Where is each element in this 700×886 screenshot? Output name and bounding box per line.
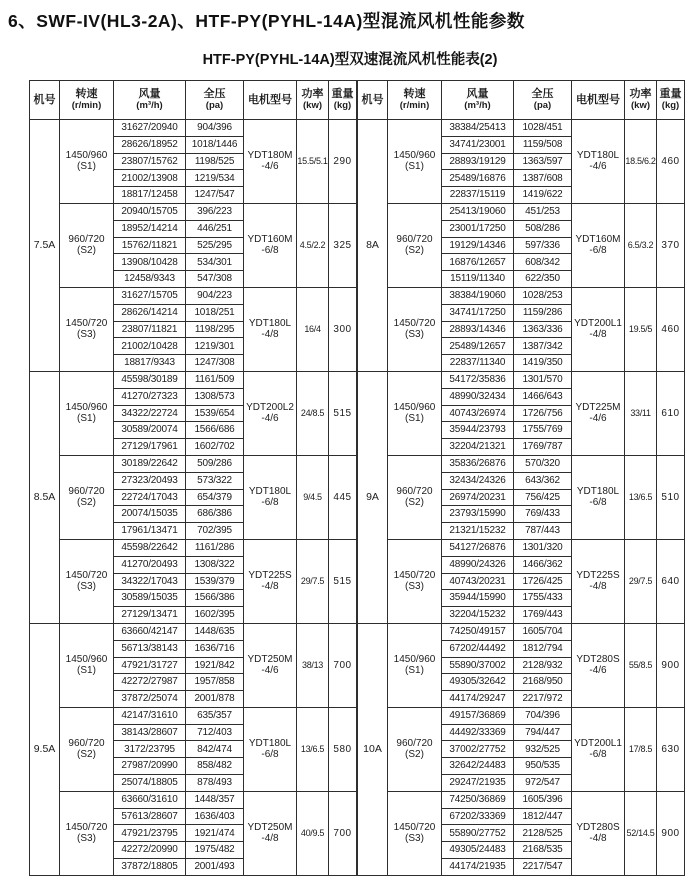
airflow-cell: 27323/20493 — [114, 472, 186, 489]
speed-cell: 1450/960 (S1) — [388, 120, 442, 204]
airflow-cell: 23001/17250 — [442, 220, 514, 237]
column-header-speed: 转速 (r/min) — [388, 81, 442, 120]
motor-model-cell: YDT225S -4/8 — [572, 539, 625, 623]
airflow-cell: 25074/18805 — [114, 775, 186, 792]
motor-model-cell: YDT280S -4/6 — [572, 623, 625, 707]
motor-model-cell: YDT180L -6/8 — [244, 455, 297, 539]
airflow-cell: 17961/13471 — [114, 523, 186, 540]
pressure-cell: 570/320 — [514, 455, 572, 472]
power-cell: 55/8.5 — [625, 623, 657, 707]
power-cell: 52/14.5 — [625, 791, 657, 875]
speed-cell: 960/720 (S2) — [60, 455, 114, 539]
speed-cell: 1450/960 (S1) — [60, 120, 114, 204]
motor-model-cell: YDT180L -6/8 — [572, 455, 625, 539]
data-row — [358, 623, 685, 640]
pressure-cell: 1308/322 — [186, 556, 244, 573]
column-header-motor: 电机型号 — [572, 81, 625, 120]
airflow-cell: 27129/17961 — [114, 439, 186, 456]
pressure-cell: 1769/787 — [514, 439, 572, 456]
speed-cell: 1450/720 (S3) — [60, 287, 114, 371]
power-cell: 38/13 — [297, 623, 329, 707]
airflow-cell: 16876/12657 — [442, 254, 514, 271]
data-row — [358, 539, 685, 556]
weight-cell: 580 — [329, 707, 357, 791]
airflow-cell: 48990/24326 — [442, 556, 514, 573]
airflow-cell: 55890/37002 — [442, 657, 514, 674]
pressure-cell: 1466/362 — [514, 556, 572, 573]
power-cell: 29/7.5 — [297, 539, 329, 623]
pressure-cell: 712/403 — [186, 724, 244, 741]
airflow-cell: 45598/30189 — [114, 371, 186, 388]
pressure-cell: 1161/286 — [186, 539, 244, 556]
data-row — [358, 707, 685, 724]
power-cell: 18.5/6.2 — [625, 120, 657, 204]
airflow-cell: 32204/21321 — [442, 439, 514, 456]
airflow-cell: 54172/35836 — [442, 371, 514, 388]
pressure-cell: 972/547 — [514, 775, 572, 792]
airflow-cell: 55890/27752 — [442, 825, 514, 842]
airflow-cell: 23793/15990 — [442, 506, 514, 523]
airflow-cell: 67202/33369 — [442, 808, 514, 825]
airflow-cell: 38384/19060 — [442, 287, 514, 304]
pressure-cell: 525/295 — [186, 237, 244, 254]
weight-cell: 515 — [329, 371, 357, 455]
pressure-cell: 1957/858 — [186, 674, 244, 691]
fan-size-cell: 8.5A — [30, 371, 60, 623]
motor-model-cell: YDT225S -4/8 — [244, 539, 297, 623]
pressure-cell: 509/286 — [186, 455, 244, 472]
pressure-cell: 608/342 — [514, 254, 572, 271]
column-header-power: 功率 (kw) — [625, 81, 657, 120]
pressure-cell: 508/286 — [514, 220, 572, 237]
column-header-pressure: 全压 (pa) — [186, 81, 244, 120]
airflow-cell: 30189/22642 — [114, 455, 186, 472]
fan-size-cell: 8A — [358, 120, 388, 372]
weight-cell: 290 — [329, 120, 357, 204]
weight-cell: 510 — [657, 455, 685, 539]
speed-cell: 1450/720 (S3) — [388, 539, 442, 623]
speed-cell: 1450/960 (S1) — [60, 623, 114, 707]
data-row — [358, 203, 685, 220]
airflow-cell: 48990/32434 — [442, 388, 514, 405]
airflow-cell: 30589/15035 — [114, 590, 186, 607]
data-row — [30, 791, 357, 808]
weight-cell: 700 — [329, 791, 357, 875]
pressure-cell: 635/357 — [186, 707, 244, 724]
airflow-cell: 37872/25074 — [114, 691, 186, 708]
airflow-cell: 63660/31610 — [114, 791, 186, 808]
pressure-cell: 622/350 — [514, 271, 572, 288]
airflow-cell: 30589/20074 — [114, 422, 186, 439]
pressure-cell: 1755/433 — [514, 590, 572, 607]
motor-model-cell: YDT160M -6/8 — [572, 203, 625, 287]
power-cell: 33/11 — [625, 371, 657, 455]
pressure-cell: 1301/570 — [514, 371, 572, 388]
pressure-cell: 1605/396 — [514, 791, 572, 808]
pressure-cell: 878/493 — [186, 775, 244, 792]
pressure-cell: 597/336 — [514, 237, 572, 254]
airflow-cell: 40743/20231 — [442, 573, 514, 590]
pressure-cell: 1247/308 — [186, 355, 244, 372]
pressure-cell: 858/482 — [186, 758, 244, 775]
motor-model-cell: YDT250M -4/8 — [244, 791, 297, 875]
airflow-cell: 27129/13471 — [114, 607, 186, 624]
pressure-cell: 756/425 — [514, 489, 572, 506]
pressure-cell: 904/223 — [186, 287, 244, 304]
airflow-cell: 57613/28607 — [114, 808, 186, 825]
data-row — [358, 791, 685, 808]
data-row — [30, 455, 357, 472]
pressure-cell: 1636/403 — [186, 808, 244, 825]
pressure-cell: 1028/253 — [514, 287, 572, 304]
pressure-cell: 1726/756 — [514, 405, 572, 422]
speed-cell: 1450/960 (S1) — [388, 371, 442, 455]
data-row — [358, 455, 685, 472]
column-header-power: 功率 (kw) — [297, 81, 329, 120]
pressure-cell: 573/322 — [186, 472, 244, 489]
motor-model-cell: YDT225M -4/6 — [572, 371, 625, 455]
column-header-motor: 电机型号 — [244, 81, 297, 120]
page-title: 6、SWF-IV(HL3-2A)、HTF-PY(PYHL-14A)型混流风机性能参数 — [8, 11, 525, 31]
airflow-cell: 34322/22724 — [114, 405, 186, 422]
airflow-cell: 49305/24483 — [442, 842, 514, 859]
airflow-cell: 28626/14214 — [114, 304, 186, 321]
pressure-cell: 1018/251 — [186, 304, 244, 321]
motor-model-cell: YDT180L -4/8 — [244, 287, 297, 371]
pressure-cell: 451/253 — [514, 203, 572, 220]
pressure-cell: 534/301 — [186, 254, 244, 271]
pressure-cell: 1726/425 — [514, 573, 572, 590]
airflow-cell: 63660/42147 — [114, 623, 186, 640]
pressure-cell: 1159/508 — [514, 136, 572, 153]
column-header-model: 机号 — [358, 81, 388, 120]
airflow-cell: 18817/12458 — [114, 187, 186, 204]
pressure-cell: 2128/525 — [514, 825, 572, 842]
speed-cell: 1450/960 (S1) — [388, 623, 442, 707]
airflow-cell: 25489/16876 — [442, 170, 514, 187]
pressure-cell: 1363/336 — [514, 321, 572, 338]
pressure-cell: 1975/482 — [186, 842, 244, 859]
pressure-cell: 446/251 — [186, 220, 244, 237]
pressure-cell: 1636/716 — [186, 640, 244, 657]
airflow-cell: 26974/20231 — [442, 489, 514, 506]
pressure-cell: 769/433 — [514, 506, 572, 523]
airflow-cell: 42272/27987 — [114, 674, 186, 691]
speed-cell: 1450/720 (S3) — [60, 539, 114, 623]
motor-model-cell: YDT180M -4/6 — [244, 120, 297, 204]
power-cell: 4.5/2.2 — [297, 203, 329, 287]
airflow-cell: 37872/18805 — [114, 859, 186, 876]
airflow-cell: 20074/15035 — [114, 506, 186, 523]
airflow-cell: 20940/15705 — [114, 203, 186, 220]
pressure-cell: 1812/447 — [514, 808, 572, 825]
tables-container — [29, 80, 700, 876]
fan-size-cell: 7.5A — [30, 120, 60, 372]
airflow-cell: 35836/26876 — [442, 455, 514, 472]
airflow-cell: 47921/31727 — [114, 657, 186, 674]
airflow-cell: 32434/24326 — [442, 472, 514, 489]
airflow-cell: 45598/22642 — [114, 539, 186, 556]
pressure-cell: 1028/451 — [514, 120, 572, 137]
header-row — [30, 81, 357, 120]
column-header-weight: 重量 (kg) — [657, 81, 685, 120]
power-cell: 15.5/5.1 — [297, 120, 329, 204]
airflow-cell: 18952/14214 — [114, 220, 186, 237]
weight-cell: 610 — [657, 371, 685, 455]
airflow-cell: 34741/17250 — [442, 304, 514, 321]
weight-cell: 900 — [657, 623, 685, 707]
pressure-cell: 1308/573 — [186, 388, 244, 405]
pressure-cell: 1419/350 — [514, 355, 572, 372]
speed-cell: 1450/720 (S3) — [388, 287, 442, 371]
motor-model-cell: YDT180L -4/6 — [572, 120, 625, 204]
airflow-cell: 74250/49157 — [442, 623, 514, 640]
airflow-cell: 28626/18952 — [114, 136, 186, 153]
airflow-cell: 21002/13908 — [114, 170, 186, 187]
airflow-cell: 35944/15990 — [442, 590, 514, 607]
airflow-cell: 41270/27323 — [114, 388, 186, 405]
airflow-cell: 37002/27752 — [442, 741, 514, 758]
data-row — [30, 371, 357, 388]
weight-cell: 370 — [657, 203, 685, 287]
performance-table-right — [357, 80, 685, 876]
pressure-cell: 2168/535 — [514, 842, 572, 859]
speed-cell: 960/720 (S2) — [60, 707, 114, 791]
airflow-cell: 25489/12657 — [442, 338, 514, 355]
column-header-weight: 重量 (kg) — [329, 81, 357, 120]
pressure-cell: 1566/386 — [186, 590, 244, 607]
pressure-cell: 1566/686 — [186, 422, 244, 439]
pressure-cell: 2128/932 — [514, 657, 572, 674]
pressure-cell: 1921/842 — [186, 657, 244, 674]
pressure-cell: 1539/654 — [186, 405, 244, 422]
pressure-cell: 904/396 — [186, 120, 244, 137]
data-row — [358, 287, 685, 304]
pressure-cell: 396/223 — [186, 203, 244, 220]
motor-model-cell: YDT200L1 -4/8 — [572, 287, 625, 371]
weight-cell: 900 — [657, 791, 685, 875]
airflow-cell: 54127/26876 — [442, 539, 514, 556]
pressure-cell: 1466/643 — [514, 388, 572, 405]
pressure-cell: 1605/704 — [514, 623, 572, 640]
performance-table-left — [29, 80, 357, 876]
pressure-cell: 643/362 — [514, 472, 572, 489]
airflow-cell: 15119/11340 — [442, 271, 514, 288]
airflow-cell: 32204/15232 — [442, 607, 514, 624]
pressure-cell: 1363/597 — [514, 153, 572, 170]
airflow-cell: 38384/25413 — [442, 120, 514, 137]
airflow-cell: 15762/11821 — [114, 237, 186, 254]
data-row — [30, 120, 357, 137]
document-page — [0, 8, 700, 886]
pressure-cell: 654/379 — [186, 489, 244, 506]
power-cell: 16/4 — [297, 287, 329, 371]
motor-model-cell: YDT160M -6/8 — [244, 203, 297, 287]
airflow-cell: 34322/17043 — [114, 573, 186, 590]
data-row — [30, 203, 357, 220]
pressure-cell: 1387/608 — [514, 170, 572, 187]
airflow-cell: 22837/11340 — [442, 355, 514, 372]
pressure-cell: 547/308 — [186, 271, 244, 288]
power-cell: 9/4.5 — [297, 455, 329, 539]
power-cell: 40/9.5 — [297, 791, 329, 875]
pressure-cell: 842/474 — [186, 741, 244, 758]
airflow-cell: 22837/15119 — [442, 187, 514, 204]
airflow-cell: 23807/11821 — [114, 321, 186, 338]
pressure-cell: 794/447 — [514, 724, 572, 741]
pressure-cell: 2001/493 — [186, 859, 244, 876]
pressure-cell: 1247/547 — [186, 187, 244, 204]
weight-cell: 445 — [329, 455, 357, 539]
power-cell: 6.5/3.2 — [625, 203, 657, 287]
header-row — [358, 81, 685, 120]
power-cell: 17/8.5 — [625, 707, 657, 791]
speed-cell: 960/720 (S2) — [388, 707, 442, 791]
pressure-cell: 1448/635 — [186, 623, 244, 640]
pressure-cell: 787/443 — [514, 523, 572, 540]
speed-cell: 960/720 (S2) — [388, 203, 442, 287]
power-cell: 29/7.5 — [625, 539, 657, 623]
airflow-cell: 56713/38143 — [114, 640, 186, 657]
pressure-cell: 1159/286 — [514, 304, 572, 321]
airflow-cell: 12458/9343 — [114, 271, 186, 288]
power-cell: 24/8.5 — [297, 371, 329, 455]
data-row — [30, 539, 357, 556]
pressure-cell: 1755/769 — [514, 422, 572, 439]
airflow-cell: 29247/21935 — [442, 775, 514, 792]
column-header-model: 机号 — [30, 81, 60, 120]
airflow-cell: 13908/10428 — [114, 254, 186, 271]
airflow-cell: 42147/31610 — [114, 707, 186, 724]
pressure-cell: 1602/395 — [186, 607, 244, 624]
pressure-cell: 704/396 — [514, 707, 572, 724]
power-cell: 13/6.5 — [297, 707, 329, 791]
airflow-cell: 21321/15232 — [442, 523, 514, 540]
pressure-cell: 702/395 — [186, 523, 244, 540]
airflow-cell: 18817/9343 — [114, 355, 186, 372]
pressure-cell: 686/386 — [186, 506, 244, 523]
motor-model-cell: YDT250M -4/6 — [244, 623, 297, 707]
airflow-cell: 35944/23793 — [442, 422, 514, 439]
airflow-cell: 3172/23795 — [114, 741, 186, 758]
airflow-cell: 49305/32642 — [442, 674, 514, 691]
pressure-cell: 2168/950 — [514, 674, 572, 691]
data-row — [30, 707, 357, 724]
weight-cell: 630 — [657, 707, 685, 791]
motor-model-cell: YDT180L -6/8 — [244, 707, 297, 791]
weight-cell: 515 — [329, 539, 357, 623]
airflow-cell: 28893/19129 — [442, 153, 514, 170]
pressure-cell: 1018/1446 — [186, 136, 244, 153]
weight-cell: 300 — [329, 287, 357, 371]
data-row — [30, 623, 357, 640]
pressure-cell: 1301/320 — [514, 539, 572, 556]
airflow-cell: 44174/29247 — [442, 691, 514, 708]
airflow-cell: 28893/14346 — [442, 321, 514, 338]
airflow-cell: 25413/19060 — [442, 203, 514, 220]
column-header-pressure: 全压 (pa) — [514, 81, 572, 120]
pressure-cell: 1602/702 — [186, 439, 244, 456]
airflow-cell: 34741/23001 — [442, 136, 514, 153]
fan-size-cell: 10A — [358, 623, 388, 875]
fan-size-cell: 9A — [358, 371, 388, 623]
pressure-cell: 1921/474 — [186, 825, 244, 842]
pressure-cell: 1419/622 — [514, 187, 572, 204]
weight-cell: 700 — [329, 623, 357, 707]
fan-size-cell: 9.5A — [30, 623, 60, 875]
column-header-airflow: 风量 (m³/h) — [442, 81, 514, 120]
airflow-cell: 32642/24483 — [442, 758, 514, 775]
airflow-cell: 41270/20493 — [114, 556, 186, 573]
airflow-cell: 21002/10428 — [114, 338, 186, 355]
pressure-cell: 1198/525 — [186, 153, 244, 170]
pressure-cell: 2217/972 — [514, 691, 572, 708]
airflow-cell: 67202/44492 — [442, 640, 514, 657]
airflow-cell: 49157/36869 — [442, 707, 514, 724]
airflow-cell: 74250/36869 — [442, 791, 514, 808]
airflow-cell: 44174/21935 — [442, 859, 514, 876]
pressure-cell: 1219/301 — [186, 338, 244, 355]
airflow-cell: 19129/14346 — [442, 237, 514, 254]
column-header-airflow: 风量 (m³/h) — [114, 81, 186, 120]
speed-cell: 960/720 (S2) — [60, 203, 114, 287]
pressure-cell: 1219/534 — [186, 170, 244, 187]
data-row — [358, 120, 685, 137]
table-title: HTF-PY(PYHL-14A)型双速混流风机性能表(2) — [202, 52, 498, 68]
motor-model-cell: YDT200L1 -6/8 — [572, 707, 625, 791]
data-row — [358, 371, 685, 388]
power-cell: 13/6.5 — [625, 455, 657, 539]
airflow-cell: 47921/23795 — [114, 825, 186, 842]
column-header-speed: 转速 (r/min) — [60, 81, 114, 120]
pressure-cell: 1448/357 — [186, 791, 244, 808]
airflow-cell: 42272/20990 — [114, 842, 186, 859]
pressure-cell: 1812/794 — [514, 640, 572, 657]
airflow-cell: 23807/15762 — [114, 153, 186, 170]
motor-model-cell: YDT280S -4/8 — [572, 791, 625, 875]
airflow-cell: 31627/15705 — [114, 287, 186, 304]
pressure-cell: 2217/547 — [514, 859, 572, 876]
airflow-cell: 40743/26974 — [442, 405, 514, 422]
pressure-cell: 1539/379 — [186, 573, 244, 590]
airflow-cell: 22724/17043 — [114, 489, 186, 506]
pressure-cell: 2001/878 — [186, 691, 244, 708]
motor-model-cell: YDT200L2 -4/6 — [244, 371, 297, 455]
weight-cell: 640 — [657, 539, 685, 623]
data-row — [30, 287, 357, 304]
airflow-cell: 38143/28607 — [114, 724, 186, 741]
weight-cell: 460 — [657, 120, 685, 204]
weight-cell: 460 — [657, 287, 685, 371]
speed-cell: 960/720 (S2) — [388, 455, 442, 539]
speed-cell: 1450/720 (S3) — [60, 791, 114, 875]
weight-cell: 325 — [329, 203, 357, 287]
airflow-cell: 31627/20940 — [114, 120, 186, 137]
speed-cell: 1450/960 (S1) — [60, 371, 114, 455]
pressure-cell: 950/535 — [514, 758, 572, 775]
speed-cell: 1450/720 (S3) — [388, 791, 442, 875]
power-cell: 19.5/5 — [625, 287, 657, 371]
airflow-cell: 44492/33369 — [442, 724, 514, 741]
pressure-cell: 932/525 — [514, 741, 572, 758]
pressure-cell: 1161/509 — [186, 371, 244, 388]
pressure-cell: 1769/443 — [514, 607, 572, 624]
airflow-cell: 27987/20990 — [114, 758, 186, 775]
pressure-cell: 1387/342 — [514, 338, 572, 355]
pressure-cell: 1198/295 — [186, 321, 244, 338]
